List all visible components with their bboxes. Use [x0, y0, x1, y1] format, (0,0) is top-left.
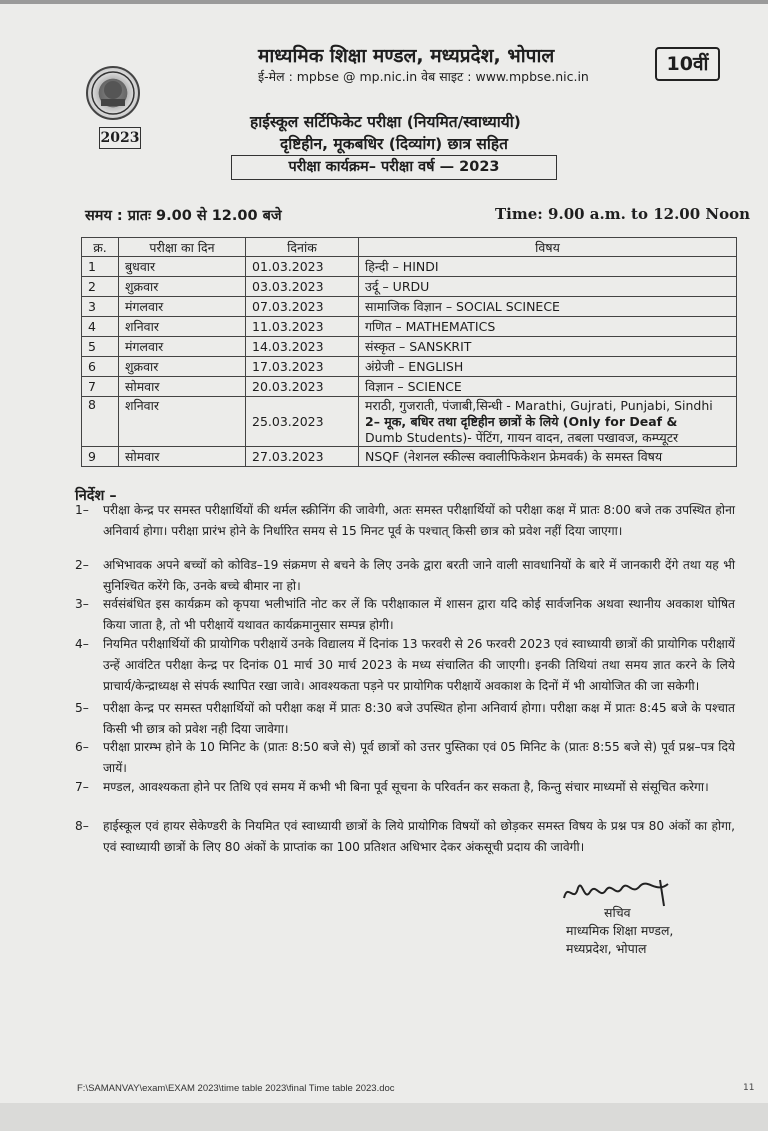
- row-date: 27.03.2023: [246, 447, 359, 467]
- table-row: [82, 447, 737, 467]
- instruction-number: 7–: [75, 780, 89, 794]
- row-subject: विज्ञान – SCIENCE: [359, 377, 737, 397]
- row-serial: 9: [82, 447, 119, 467]
- board-name: माध्यमिक शिक्षा मण्डल, मध्यप्रदेश, भोपाल: [258, 45, 555, 67]
- signature-title: सचिव: [604, 905, 631, 920]
- row-date: 03.03.2023: [246, 277, 359, 297]
- row-serial: 7: [82, 377, 119, 397]
- signature-location: मध्यप्रदेश, भोपाल: [566, 941, 647, 956]
- table-row: [82, 377, 737, 397]
- row-day: सोमवार: [119, 377, 246, 397]
- subject-line: 2– मूक, बधिर तथा दृष्टिहीन छात्रों के लिये (Only for Deaf &: [365, 413, 678, 429]
- row-subject: सामाजिक विज्ञान – SOCIAL SCINECE: [359, 297, 737, 317]
- row-subject: गणित – MATHEMATICS: [359, 317, 737, 337]
- row-serial: 5: [82, 337, 119, 357]
- board-contact: ई-मेल : mpbse @ mp.nic.in वेब साइट : www.mpbse.nic.in: [258, 69, 589, 84]
- row-date: 25.03.2023: [246, 397, 359, 447]
- instruction-text: अभिभावक अपने बच्चों को कोविड–19 संक्रमण से बचने के लिए उनके द्वारा बरती जाने वाली सावधानियों के बारे में जानकारी देंगे तथा यह भी सुनिश्चित करेंगे कि, उनके बच्चे बीमार ना हो।: [103, 558, 735, 593]
- instruction-number: 3–: [75, 597, 89, 611]
- exam-title: हाईस्कूल सर्टिफिकेट परीक्षा (नियमित/स्वाध्यायी): [250, 113, 521, 131]
- table-row: [82, 397, 737, 447]
- row-subject: NSQF (नेशनल स्कील्स क्वालीफिकेशन फ्रेमवर्क) के समस्त विषय: [359, 447, 737, 467]
- row-subject: [359, 397, 737, 447]
- scan-bottom-edge: [0, 1103, 768, 1131]
- table-row: [82, 277, 737, 297]
- year-box: 2023: [99, 127, 141, 149]
- row-day: मंगलवार: [119, 297, 246, 317]
- row-day: शुक्रवार: [119, 357, 246, 377]
- time-hindi: समय : प्रातः 9.00 से 12.00 बजे: [85, 208, 282, 224]
- row-day: शनिवार: [119, 397, 246, 447]
- row-subject: उर्दू – URDU: [359, 277, 737, 297]
- exam-schedule-table: [81, 237, 737, 467]
- table-header-row: [82, 238, 737, 257]
- instruction-text: सर्वसंबंधित इस कार्यक्रम को कृपया भलीभांति नोट कर लें कि परीक्षाकाल में शासन द्वारा यदि कोई सार्वजनिक अथवा स्थानीय अवकाश घोषित किया जाता है, तो भी परीक्षायें यथावत कार्यक्रमानुसार सम्पन्न होगी।: [103, 597, 735, 632]
- instruction-text: परीक्षा प्रारम्भ होने के 10 मिनिट के (प्रातः 8:50 बजे से) पूर्व छात्रों को उत्तर पुस्तिका एवं 05 मिनिट के (प्रातः 8:55 बजे से) पूर्व प्रश्न–पत्र दिये जायें।: [103, 740, 735, 775]
- row-day: शनिवार: [119, 317, 246, 337]
- row-subject: हिन्दी – HINDI: [359, 257, 737, 277]
- header-date: दिनांक: [246, 238, 359, 257]
- row-serial: 6: [82, 357, 119, 377]
- row-subject: अंग्रेजी – ENGLISH: [359, 357, 737, 377]
- table-row: [82, 357, 737, 377]
- instruction-text: परीक्षा केन्द्र पर समस्त परीक्षार्थियों की थर्मल स्क्रीनिंग की जावेगी, अतः समस्त परीक्षार्थियों को परीक्षा कक्ष में प्रातः 8:00 बजे तक उपस्थित होना अनिवार्य होगा। परीक्षा प्रारंभ होने के निर्धारित समय से 15 मिनट पूर्व के पश्चात् किसी छात्र को प्रवेश नहीं दिया जाएगा।: [103, 503, 735, 538]
- table-row: [82, 257, 737, 277]
- row-date: 17.03.2023: [246, 357, 359, 377]
- instruction-text: हाईस्कूल एवं हायर सेकेण्डरी के नियमित एवं स्वाध्यायी छात्रों के लिये प्रायोगिक विषयों को छोड़कर समस्त विषय के प्रश्न पत्र 80 अंकों का होगा, एवं स्वाध्यायी छात्रों के लिए 80 अंकों के प्राप्तांक का 100 प्रतिशत अधिभार देकर अंकसूची प्रदाय की जावेगी।: [103, 819, 735, 854]
- signature-office: माध्यमिक शिक्षा मण्डल,: [566, 923, 674, 938]
- row-day: मंगलवार: [119, 337, 246, 357]
- header-subject: विषय: [359, 238, 737, 257]
- table-row: [82, 317, 737, 337]
- scan-top-edge: [0, 0, 768, 4]
- instruction-number: 5–: [75, 701, 89, 715]
- class-label-box: 10वीं: [655, 47, 720, 81]
- instruction-number: 1–: [75, 503, 89, 517]
- row-date: 11.03.2023: [246, 317, 359, 337]
- board-seal-logo: [86, 66, 140, 120]
- row-day: बुधवार: [119, 257, 246, 277]
- file-path-footer: F:\SAMANVAY\exam\EXAM 2023\time table 2023\final Time table 2023.doc: [77, 1083, 395, 1094]
- row-date: 20.03.2023: [246, 377, 359, 397]
- instruction-number: 2–: [75, 558, 89, 572]
- instruction-text: नियमित परीक्षार्थियों की प्रायोगिक परीक्षायें उनके विद्यालय में दिनांक 13 फरवरी से 26 फरवरी 2023 एवं स्वाध्यायी छात्रों की प्रायोगिक परीक्षायें उन्हें आवंटित परीक्षा केन्द्र पर दिनांक 01 मार्च 30 मार्च 2023 के मध्य संचालित की जाएगी। इनकी तिथियां तथा समय ज्ञात करने के लिये प्राचार्य/केन्द्राध्यक्ष से संपर्क स्थापित रखा जावे। आवश्यकता पड़ने पर प्रायोगिक परीक्षायें अवकाश के दिनों में भी आयोजित की जा सकेगी।: [103, 637, 735, 693]
- header-day: परीक्षा का दिन: [119, 238, 246, 257]
- row-serial: 1: [82, 257, 119, 277]
- row-date: 01.03.2023: [246, 257, 359, 277]
- row-serial: 2: [82, 277, 119, 297]
- instructions-heading: निर्देश –: [75, 488, 117, 504]
- row-serial: 3: [82, 297, 119, 317]
- row-serial: 8: [82, 397, 119, 447]
- time-english: Time: 9.00 a.m. to 12.00 Noon: [495, 205, 751, 223]
- instruction-number: 6–: [75, 740, 89, 754]
- exam-subtitle: दृष्टिहीन, मूकबधिर (दिव्यांग) छात्र सहित: [280, 135, 508, 153]
- row-day: शुक्रवार: [119, 277, 246, 297]
- instruction-number: 8–: [75, 819, 89, 833]
- row-date: 07.03.2023: [246, 297, 359, 317]
- page-number: 11: [743, 1083, 755, 1093]
- table-row: [82, 297, 737, 317]
- instruction-number: 4–: [75, 637, 89, 651]
- instruction-text: मण्डल, आवश्यकता होने पर तिथि एवं समय में कभी भी बिना पूर्व सूचना के परिवर्तन कर सकता है, किन्तु संचार माध्यमों से संसूचित करेगा।: [103, 780, 709, 794]
- row-subject: संस्कृत – SANSKRIT: [359, 337, 737, 357]
- row-day: सोमवार: [119, 447, 246, 467]
- row-serial: 4: [82, 317, 119, 337]
- header-serial: क्र.: [82, 238, 119, 257]
- subject-line: Dumb Students)- पेंटिंग, गायन वादन, तबला पखावज, कम्प्यूटर: [365, 429, 679, 445]
- instruction-text: परीक्षा केन्द्र पर समस्त परीक्षार्थियों को परीक्षा कक्ष में प्रातः 8:30 बजे उपस्थित होना अनिवार्य होगा। परीक्षा कक्ष में प्रातः 8:45 बजे के पश्चात किसी भी छात्र को प्रवेश नही दिया जावेगा।: [103, 701, 735, 736]
- table-row: [82, 337, 737, 357]
- subject-line: मराठी, गुजराती, पंजाबी,सिन्धी - Marathi, Gujrati, Punjabi, Sindhi: [365, 397, 713, 413]
- program-title: परीक्षा कार्यक्रम– परीक्षा वर्ष — 2023: [231, 155, 557, 180]
- row-date: 14.03.2023: [246, 337, 359, 357]
